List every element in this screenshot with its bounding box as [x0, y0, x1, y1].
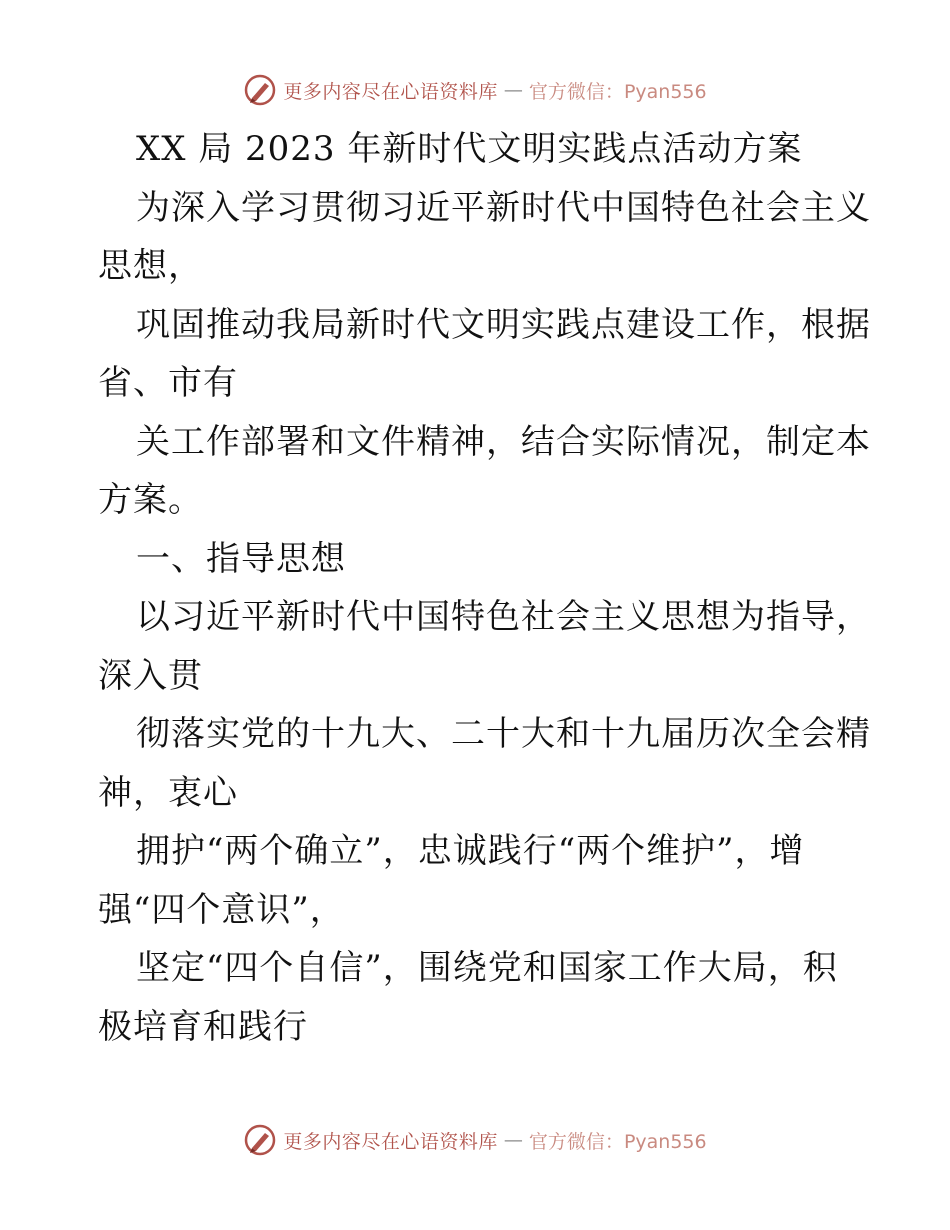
doc-line: 神，衷心: [98, 772, 238, 813]
doc-line: 深入贯: [98, 655, 203, 696]
watermark-text: 更多内容尽在心语资料库: [283, 1130, 498, 1153]
pen-logo-icon: [243, 73, 277, 107]
doc-line: 坚定“四个自信”，围绕党和国家工作大局，积: [136, 948, 838, 988]
watermark-wechat-label: 官方微信：: [528, 80, 624, 103]
doc-line: 思想，: [98, 246, 203, 286]
doc-line: 为深入学习贯彻习近平新时代中国特色社会主义: [136, 187, 871, 228]
section-heading: 一、指导思想: [136, 538, 346, 579]
doc-line: 关工作部署和文件精神，结合实际情况，制定本: [136, 421, 871, 462]
watermark-separator: —: [503, 79, 523, 101]
watermark-text: 更多内容尽在心语资料库: [283, 80, 498, 103]
doc-line: 极培育和践行: [98, 1006, 308, 1047]
pen-logo-icon: [243, 1123, 277, 1157]
watermark-separator: —: [503, 1129, 523, 1151]
doc-line: 拥护“两个确立”，忠诚践行“两个维护”，增: [136, 831, 805, 871]
doc-line: 强“四个意识”，: [98, 889, 345, 930]
doc-line: 彻落实党的十九大、二十大和十九届历次全会精: [136, 714, 871, 754]
watermark-wechat: [529, 77, 707, 104]
doc-line: 以习近平新时代中国特色社会主义思想为指导，: [136, 597, 871, 637]
watermark-wechat-label: 官方微信：: [528, 1130, 624, 1153]
doc-title: XX 局 2023 年新时代文明实践点活动方案: [136, 129, 803, 169]
watermark-wechat: [529, 1127, 707, 1154]
document-body: [98, 120, 871, 1056]
doc-line: 省、市有: [98, 363, 238, 403]
doc-line: 巩固推动我局新时代文明实践点建设工作，根据: [136, 304, 871, 345]
watermark-header: [0, 70, 950, 110]
watermark-footer: [0, 1120, 950, 1160]
doc-line: 方案。: [98, 480, 203, 520]
watermark-wechat-id: Pyan556: [623, 80, 707, 103]
watermark-wechat-id: Pyan556: [623, 1130, 707, 1153]
